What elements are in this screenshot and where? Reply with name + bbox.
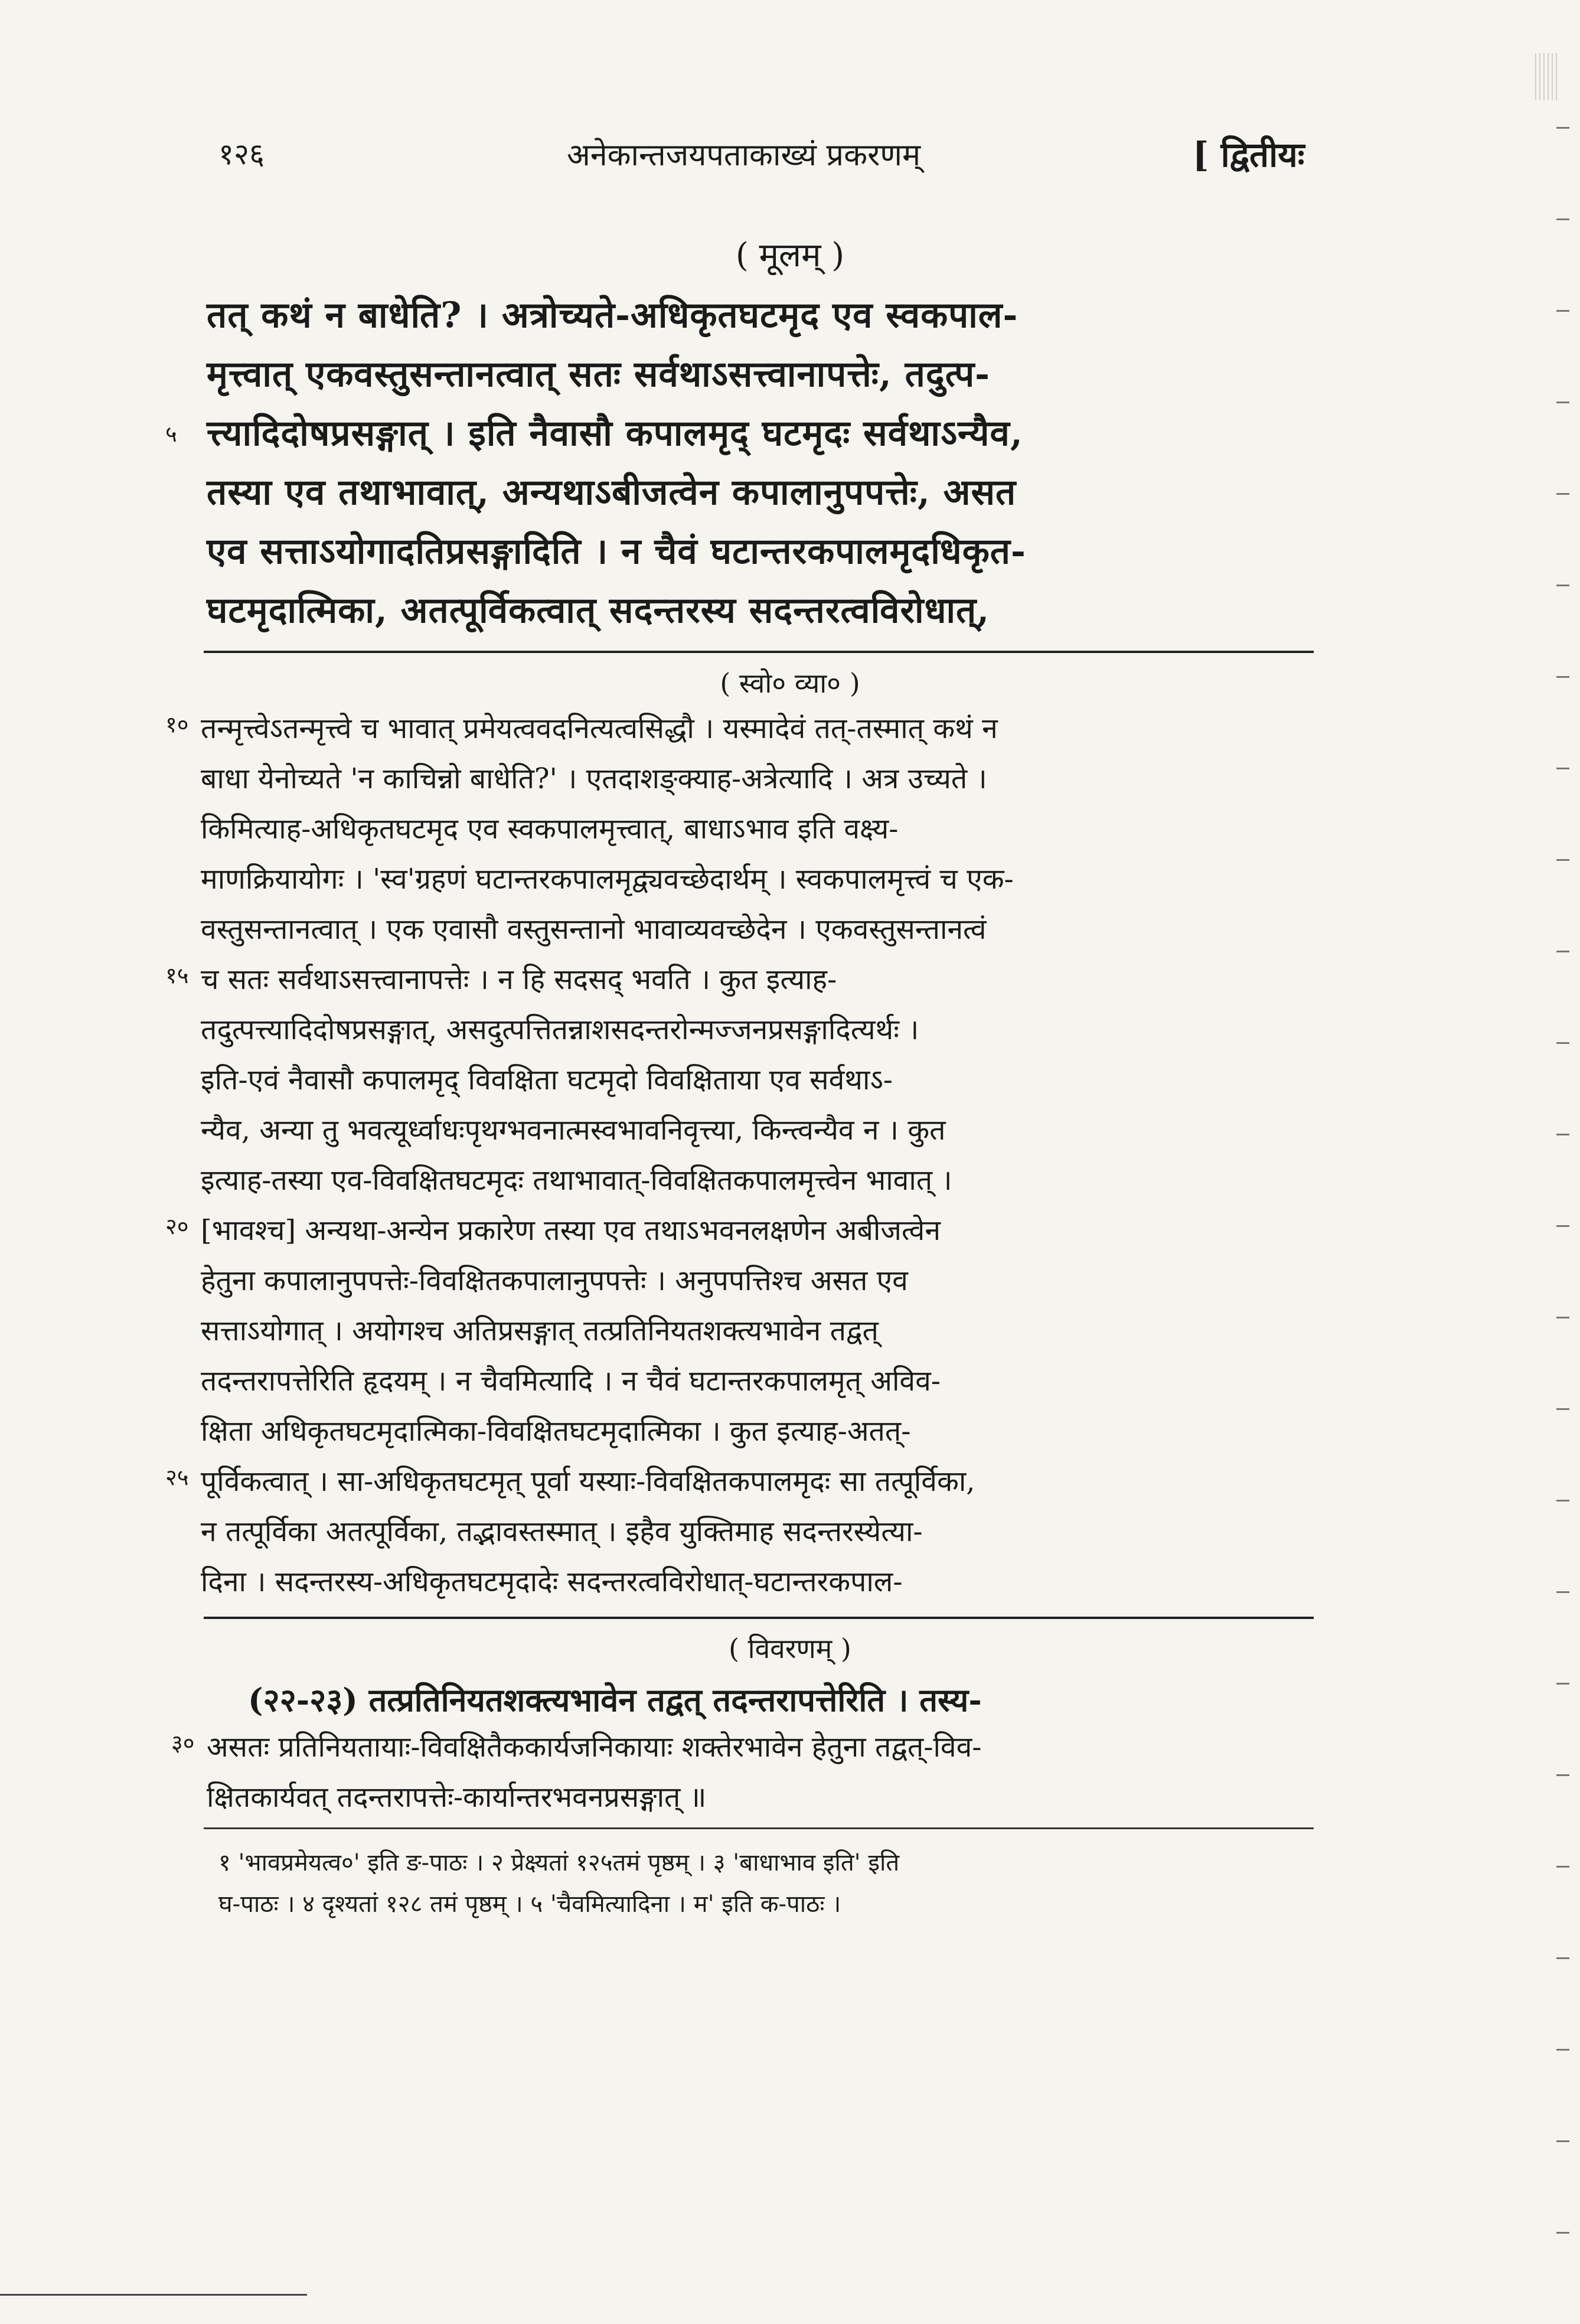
commentary-line: वस्तुसन्तानत्वात् । एक एवासौ वस्तुसन्तानो भावाव्यवच्छेदेन । एकवस्तुसन्तानत्वं	[201, 913, 987, 946]
margin-mark	[1556, 676, 1569, 678]
margin-mark	[1556, 2232, 1569, 2234]
commentary-line: माणक्रियायोगः । 'स्व'ग्रहणं घटान्तरकपालमृद्व्यवच्छेदार्थम् । स्वकपालमृत्त्वं च एक-	[201, 863, 1014, 896]
chapter-marker: [ द्वितीयः	[1193, 135, 1305, 175]
margin-mark	[1556, 1774, 1569, 1776]
line-number: २०	[165, 1213, 189, 1239]
margin-mark	[1556, 1500, 1569, 1502]
margin-mark	[1556, 493, 1569, 495]
section-divider	[204, 651, 1314, 653]
commentary-text: च सतः सर्वथाऽसत्त्वानापत्तेः । न हि सदसद् भवति । कुत इत्याह-	[201, 963, 837, 996]
commentary-text: पूर्विकत्वात् । सा-अधिकृतघटमृत् पूर्वा यस्याः-विवक्षितकपालमृदः सा तत्पूर्विका,	[201, 1465, 975, 1498]
commentary-heading: ( स्वो० व्या० )	[720, 667, 860, 699]
footnote-divider	[204, 1827, 1314, 1829]
mula-line: एव सत्ताऽयोगादतिप्रसङ्गादिति । न चैवं घटान्तरकपालमृदधिकृत-	[207, 531, 1026, 572]
commentary-line: इत्याह-तस्या एव-विवक्षितघटमृदः तथाभावात्-विवक्षितकपालमृत्त्वेन भावात् ।	[201, 1164, 952, 1197]
commentary-line: इति-एवं नैवासौ कपालमृद् विवक्षिता घटमृदो विवक्षिताया एव सर्वथाऽ-	[201, 1063, 893, 1096]
commentary-line-25	[165, 1461, 975, 1500]
margin-mark	[1556, 1866, 1569, 1868]
section-divider	[204, 1617, 1314, 1619]
vivarana-heading: ( विवरणम् )	[729, 1633, 851, 1664]
mula-line-5	[165, 407, 1023, 456]
line-number: २५	[165, 1464, 189, 1490]
page-edge-line	[0, 2294, 307, 2296]
margin-mark	[1556, 1591, 1569, 1593]
commentary-line: न तत्पूर्विका अतत्पूर्विका, तद्भावस्तस्मात् । इहैव युक्तिमाह सदन्तरस्येत्या-	[201, 1515, 923, 1548]
margin-mark	[1556, 1225, 1569, 1227]
margin-mark	[1556, 1134, 1569, 1135]
margin-mark	[1556, 768, 1569, 769]
vivarana-line: क्षितकार्यवत् तदन्तरापत्तेः-कार्यान्तरभवनप्रसङ्गात् ॥	[207, 1781, 707, 1814]
margin-mark	[1556, 1683, 1569, 1685]
commentary-line: तदन्तरापत्तेरिति हृदयम् । न चैवमित्यादि । न चैवं घटान्तरकपालमृत् अविव-	[201, 1365, 941, 1398]
margin-mark	[1556, 2140, 1569, 2142]
line-number: १५	[165, 962, 189, 988]
commentary-line: क्षिता अधिकृतघटमृदात्मिका-विवक्षितघटमृदात्मिका । कुत इत्याह-अतत्-	[201, 1415, 911, 1448]
page-number: १२६	[218, 137, 265, 171]
commentary-line-20	[165, 1210, 941, 1249]
margin-mark	[1556, 1317, 1569, 1318]
margin-mark	[1556, 1408, 1569, 1410]
vivarana-line: (२२-२३) तत्प्रतिनियतशक्त्यभावेन तद्वत् तदन्तरापत्तेरिति । तस्य-	[248, 1681, 982, 1719]
margin-mark	[1556, 2049, 1569, 2051]
scan-noise	[1535, 53, 1559, 100]
margin-mark	[1556, 1957, 1569, 1959]
commentary-line: बाधा येनोच्यते 'न काचिन्नो बाधेति?' । एतदाशङ्क्याह-अत्रेत्यादि । अत्र उच्यते ।	[201, 762, 987, 795]
margin-mark	[1556, 585, 1569, 586]
commentary-line: सत्ताऽयोगात् । अयोगश्च अतिप्रसङ्गात् तत्प्रतिनियतशक्त्यभावेन तद्वत्	[201, 1314, 879, 1347]
margin-mark	[1556, 127, 1569, 129]
margin-mark	[1556, 218, 1569, 220]
commentary-line-10	[165, 709, 998, 747]
mula-line: घटमृदात्मिका, अतत्पूर्विकत्वात् सदन्तरस्य सदन्तरत्वविरोधात्,	[207, 590, 990, 631]
commentary-text: तन्मृत्त्वेऽतन्मृत्त्वे च भावात् प्रमेयत्ववदनित्यत्वसिद्धौ । यस्मादेवं तत्-तस्मात् कथं न	[201, 712, 998, 745]
margin-mark	[1556, 859, 1569, 861]
commentary-line-15	[165, 959, 837, 998]
commentary-line: हेतुना कपालानुपपत्तेः-विवक्षितकपालानुपपत्तेः । अनुपपत्तिश्च असत एव	[201, 1264, 908, 1297]
running-header	[201, 127, 1323, 180]
footnote-line: १ 'भावप्रमेयत्व०' इति ङ-पाठः । २ प्रेक्ष्यतां १२५तमं पृष्ठम् । ३ 'बाधाभाव इति' इति	[218, 1849, 900, 1876]
margin-mark	[1556, 402, 1569, 403]
commentary-line: दिना । सदन्तरस्य-अधिकृतघटमृदादेः सदन्तरत्वविरोधात्-घटान्तरकपाल-	[201, 1565, 903, 1598]
mula-line: तत् कथं न बाधेति? । अत्रोच्यते-अधिकृतघटमृद एव स्वकपाल-	[207, 295, 1018, 336]
commentary-line: न्यैव, अन्या तु भवत्यूर्ध्वाधःपृथग्भवनात्मस्वभावनिवृत्त्या, किन्त्वन्यैव न । कुत	[201, 1114, 946, 1147]
mula-line-text: त्त्यादिदोषप्रसङ्गात् । इति नैवासौ कपालमृद् घटमृदः सर्वथाऽन्यैव,	[207, 413, 1023, 454]
margin-mark	[1556, 951, 1569, 952]
commentary-text: [भावश्च] अन्यथा-अन्येन प्रकारेण तस्या एव तथाऽभवनलक्षणेन अबीजत्वेन	[201, 1214, 941, 1247]
mula-line: तस्या एव तथाभावात्, अन्यथाऽबीजत्वेन कपालानुपपत्तेः, असत	[207, 472, 1017, 513]
margin-mark	[1556, 310, 1569, 312]
running-title: अनेकान्तजयपताकाख्यं प्रकरणम्	[567, 138, 921, 173]
mula-line: मृत्त्वात् एकवस्तुसन्तानत्वात् सतः सर्वथाऽसत्त्वानापत्तेः, तदुत्प-	[207, 354, 991, 395]
commentary-line: तदुत्पत्त्यादिदोषप्रसङ्गात्, असदुत्पत्तितन्नाशसदन्तरोन्मज्जनप्रसङ्गादित्यर्थः ।	[201, 1013, 919, 1046]
vivarana-text: असतः प्रतिनियतायाः-विवक्षितैककार्यजनिकायाः शक्तेरभावेन हेतुना तद्वत्-विव-	[207, 1731, 982, 1764]
margin-mark	[1556, 1042, 1569, 1044]
line-number: १०	[165, 711, 189, 737]
mula-heading: ( मूलम् )	[735, 236, 845, 275]
commentary-line: किमित्याह-अधिकृतघटमृद एव स्वकपालमृत्त्वात्, बाधाऽभाव इति वक्ष्य-	[201, 812, 899, 846]
footnote-line: घ-पाठः । ४ दृश्यतां १२८ तमं पृष्ठम् । ५ 'चैवमित्यादिना । म' इति क-पाठः ।	[218, 1891, 841, 1918]
line-number: ५	[165, 421, 178, 447]
vivarana-line-30	[171, 1727, 982, 1765]
line-number: ३०	[171, 1730, 195, 1756]
